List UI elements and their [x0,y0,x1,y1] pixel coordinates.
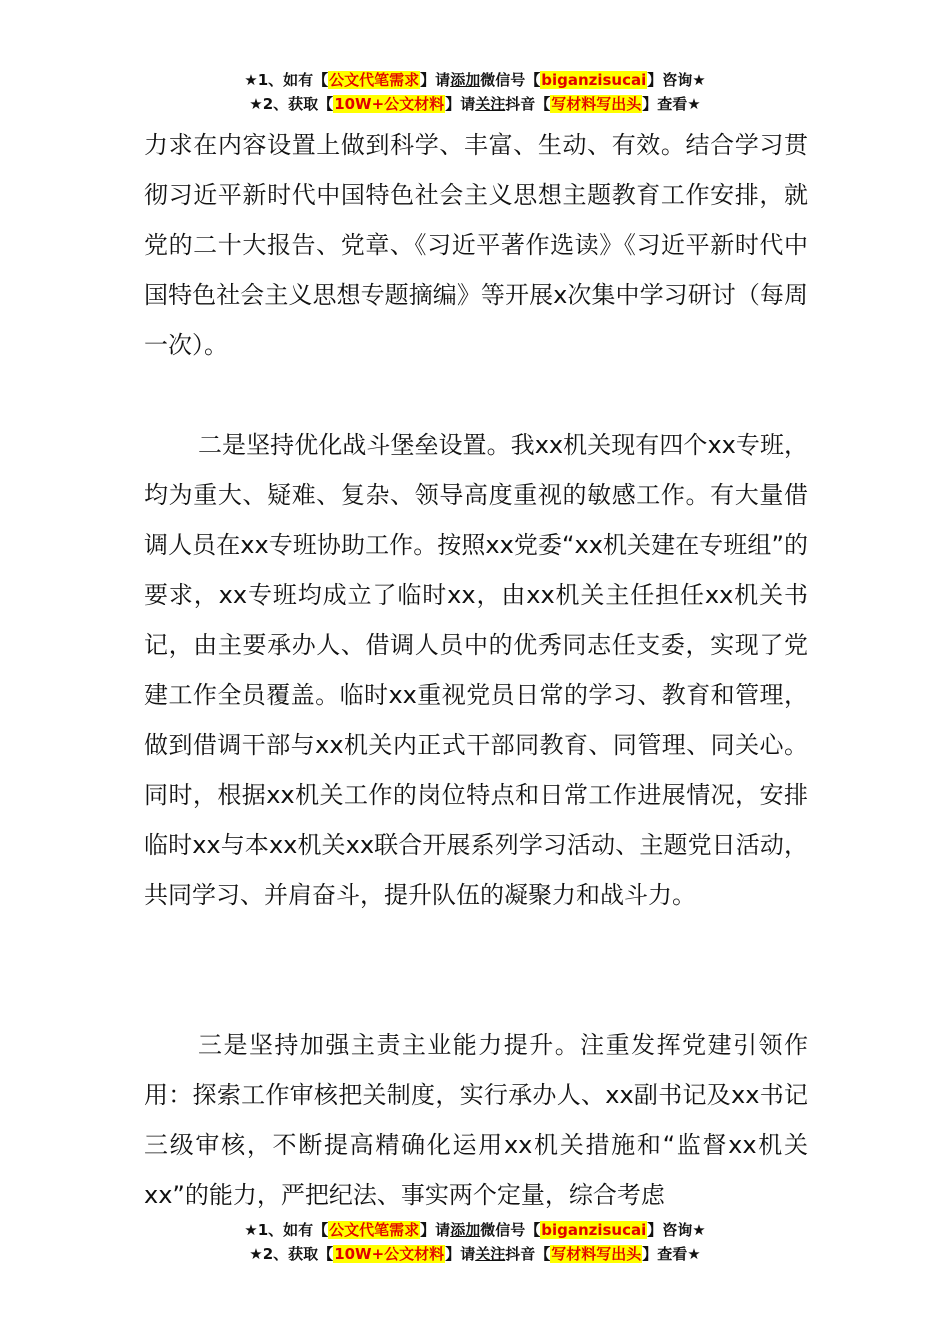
banner-underline: 关注 [475,95,506,113]
banner-text: ★1、如有【 [244,1221,329,1239]
banner-text: 】请 [420,71,451,89]
header-banner [0,68,950,116]
banner-highlight: 写材料写出头 [551,95,642,113]
banner-highlight: biganzisucai [541,1221,647,1239]
banner-text: 】咨询★ [647,71,706,89]
banner-line-1 [0,1218,950,1242]
paragraph-2-container [144,420,808,920]
banner-text: 】请 [445,1245,476,1263]
banner-text: ★2、获取【 [249,95,334,113]
banner-underline: 添加 [450,1221,481,1239]
banner-text: 微信号【 [480,1221,541,1239]
banner-highlight: biganzisucai [541,71,647,89]
banner-line-2 [0,92,950,116]
paragraph-3: 三是坚持加强主责主业能力提升。注重发挥党建引领作用：探索工作审核把关制度，实行承办人、xx副书记及xx书记三级审核，不断提高精确化运用xx机关措施和“监督xx机关xx”的能力，严把纪法、事实两个定量，综合考虑 [144,1031,808,1209]
banner-text: 】咨询★ [647,1221,706,1239]
banner-text: 微信号【 [480,71,541,89]
banner-highlight: 公文代笔需求 [329,71,420,89]
banner-underline: 添加 [450,71,481,89]
paragraph-2: 二是坚持优化战斗堡垒设置。我xx机关现有四个xx专班，均为重大、疑难、复杂、领导高度重视的敏感工作。有大量借调人员在xx专班协助工作。按照xx党委“xx机关建在专班组”的要求，xx专班均成立了临时xx，由xx机关主任担任xx机关书记，由主要承办人、借调人员中的优秀同志任支委，实现了党建工作全员覆盖。临时xx重视党员日常的学习、教育和管理，做到借调干部与xx机关内正式干部同教育、同管理、同关心。同时，根据xx机关工作的岗位特点和日常工作进展情况，安排临时xx与本xx机关xx联合开展系列学习活动、主题党日活动，共同学习、并肩奋斗，提升队伍的凝聚力和战斗力。 [144,431,808,909]
paragraph-1: 力求在内容设置上做到科学、丰富、生动、有效。结合学习贯彻习近平新时代中国特色社会主义思想主题教育工作安排，就党的二十大报告、党章、《习近平著作选读》《习近平新时代中国特色社会主义思想专题摘编》等开展x次集中学习研讨（每周一次）。 [144,131,808,359]
banner-text: 】请 [420,1221,451,1239]
banner-highlight: 写材料写出头 [551,1245,642,1263]
banner-text: 】查看★ [642,95,701,113]
banner-text: 抖音【 [505,95,551,113]
banner-highlight: 10W+公文材料 [334,1245,445,1263]
banner-text: 】查看★ [642,1245,701,1263]
banner-highlight: 公文代笔需求 [329,1221,420,1239]
banner-line-2 [0,1242,950,1266]
banner-text: 抖音【 [505,1245,551,1263]
footer-banner [0,1218,950,1266]
paragraph-1-container [144,120,808,370]
banner-text: 】请 [445,95,476,113]
banner-text: ★1、如有【 [244,71,329,89]
banner-highlight: 10W+公文材料 [334,95,445,113]
paragraph-3-container [144,1020,808,1220]
banner-underline: 关注 [475,1245,506,1263]
banner-text: ★2、获取【 [249,1245,334,1263]
banner-line-1 [0,68,950,92]
